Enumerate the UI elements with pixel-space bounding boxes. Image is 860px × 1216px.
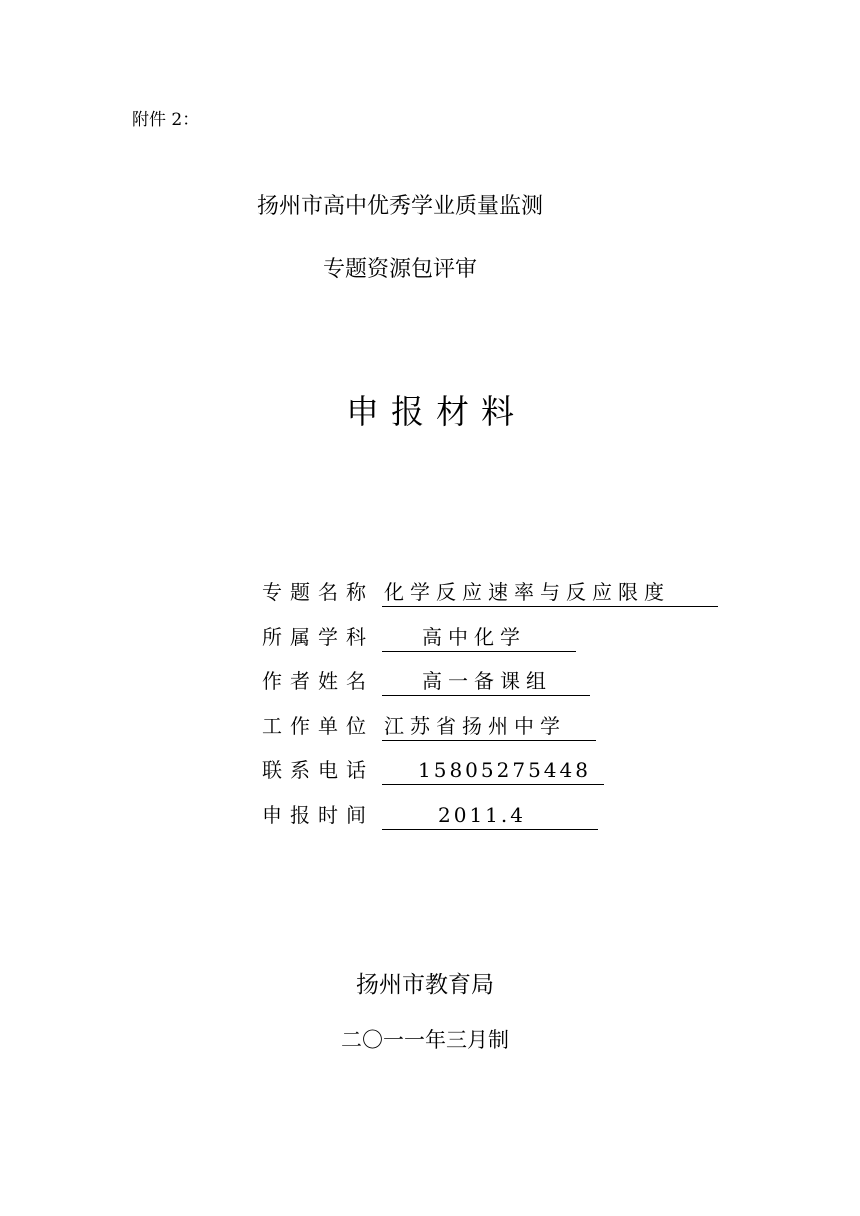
issuer: 扬州市教育局 bbox=[356, 972, 494, 998]
field-label: 申报时间 bbox=[262, 802, 374, 827]
field-value: 化学反应速率与反应限度 bbox=[382, 577, 718, 607]
field-value: 高一备课组 bbox=[382, 666, 590, 696]
field-subject bbox=[262, 622, 742, 667]
main-title: 申报材料 bbox=[346, 392, 526, 431]
field-author-name bbox=[262, 666, 742, 711]
issue-date: 二〇一一年三月制 bbox=[341, 1028, 509, 1052]
field-label: 作者姓名 bbox=[262, 669, 374, 693]
field-contact-phone bbox=[262, 755, 742, 800]
title-line-1: 扬州市高中优秀学业质量监测 bbox=[256, 194, 543, 219]
application-fields bbox=[262, 577, 742, 844]
field-label: 所属学科 bbox=[262, 624, 374, 649]
field-value: 高中化学 bbox=[382, 622, 576, 652]
field-submission-time bbox=[262, 800, 742, 845]
field-label: 工作单位 bbox=[262, 713, 374, 738]
field-topic-name bbox=[262, 577, 742, 622]
field-work-unit bbox=[262, 711, 742, 756]
field-label: 专题名称 bbox=[262, 580, 374, 604]
field-value: 江苏省扬州中学 bbox=[382, 711, 596, 741]
field-label: 联系电话 bbox=[262, 758, 374, 782]
field-value: 2011.4 bbox=[382, 800, 598, 830]
attachment-label: 附件 2： bbox=[132, 110, 200, 130]
field-value: 15805275448 bbox=[382, 755, 604, 785]
title-line-2: 专题资源包评审 bbox=[322, 257, 477, 282]
